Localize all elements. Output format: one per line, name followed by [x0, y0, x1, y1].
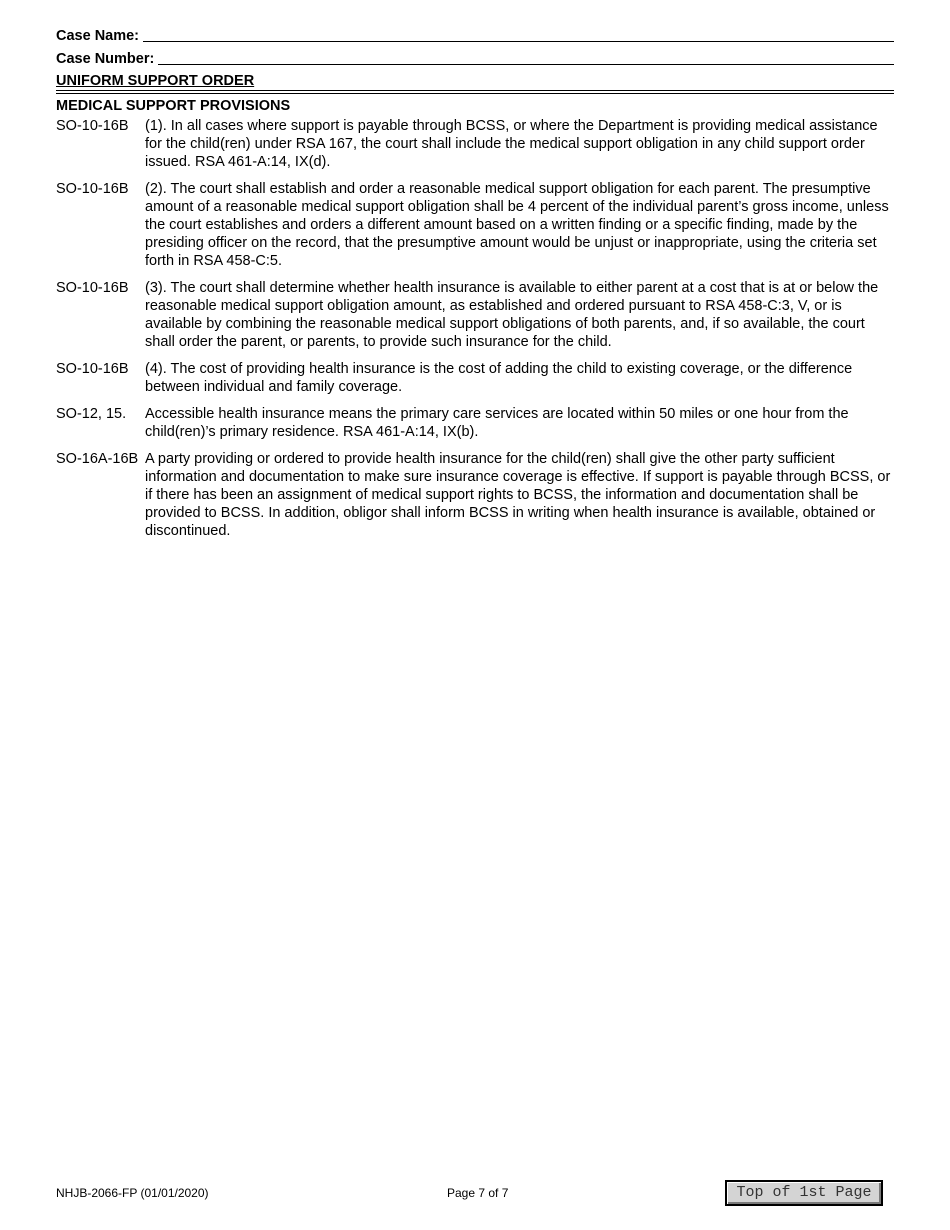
provisions-list — [56, 117, 894, 549]
provision-text: (3). The court shall determine whether health insurance is available to either parent at a cost that is at or below the reasonable medical support obligation amount, as established and ordered pursuant to RSA 458-C:3, V, or is available by combining the reasonable medical support obligations of both parents, and, if so available, the court shall order the parent, or parents, to provide such insurance for the child. — [145, 280, 879, 350]
provision-text: Accessible health insurance means the primary care services are located within 50 miles or one hour from the child(ren)’s primary residence. RSA 461-A:14, IX(b). — [145, 406, 849, 440]
provision-item — [56, 405, 894, 441]
case-name-field — [56, 27, 894, 44]
provision-item — [56, 360, 894, 396]
provision-code: SO-10-16B — [56, 181, 129, 197]
provision-code: SO-10-16B — [56, 118, 129, 134]
case-number-line — [158, 50, 894, 65]
provision-text: (4). The cost of providing health insurance is the cost of adding the child to existing coverage, or the difference between individual and family coverage. — [145, 361, 853, 395]
provision-item — [56, 450, 894, 540]
provision-text: (1). In all cases where support is payable through BCSS, or where the Department is providing medical assistance for the child(ren) under RSA 167, the court shall include the medical support obligation in any child support order issued. RSA 461-A:14, IX(d). — [145, 118, 878, 170]
provision-item — [56, 180, 894, 270]
form-id: NHJB-2066-FP (01/01/2020) — [56, 1186, 209, 1200]
section-title: MEDICAL SUPPORT PROVISIONS — [56, 98, 291, 114]
provision-code: SO-12, 15. — [56, 406, 127, 422]
case-name-line — [143, 27, 894, 42]
order-title: UNIFORM SUPPORT ORDER — [56, 73, 894, 91]
provision-text: A party providing or ordered to provide health insurance for the child(ren) shall give the other party sufficient information and documentation to make sure insurance coverage is effective. If support is payable through BCSS, or if there has been an assignment of medical support rights to BCSS, the information and documentation shall be provided to BCSS. In addition, obligor shall inform BCSS in writing when health insurance is available, obtained or discontinued. — [145, 451, 891, 539]
provision-item — [56, 117, 894, 171]
provision-code: SO-10-16B — [56, 361, 129, 377]
provision-code: SO-16A-16B — [56, 451, 139, 467]
page-number: Page 7 of 7 — [447, 1186, 509, 1200]
case-number-field — [56, 50, 894, 67]
case-name-label: Case Name: — [56, 28, 140, 44]
top-of-first-page-button[interactable]: Top of 1st Page — [725, 1180, 883, 1206]
provision-text: (2). The court shall establish and order a reasonable medical support obligation for each parent. The presumptive amount of a reasonable medical support obligation shall be 4 percent of the individual parent’s gross income, unless the court establishes and orders a different amount based on a written finding or a specific finding, made by the presiding officer on the record, that the presumptive amount would be unjust or inappropriate, using the criteria set forth in RSA 458-C:5. — [145, 181, 889, 269]
case-number-label: Case Number: — [56, 51, 155, 67]
provision-code: SO-10-16B — [56, 280, 129, 296]
provision-item — [56, 279, 894, 351]
